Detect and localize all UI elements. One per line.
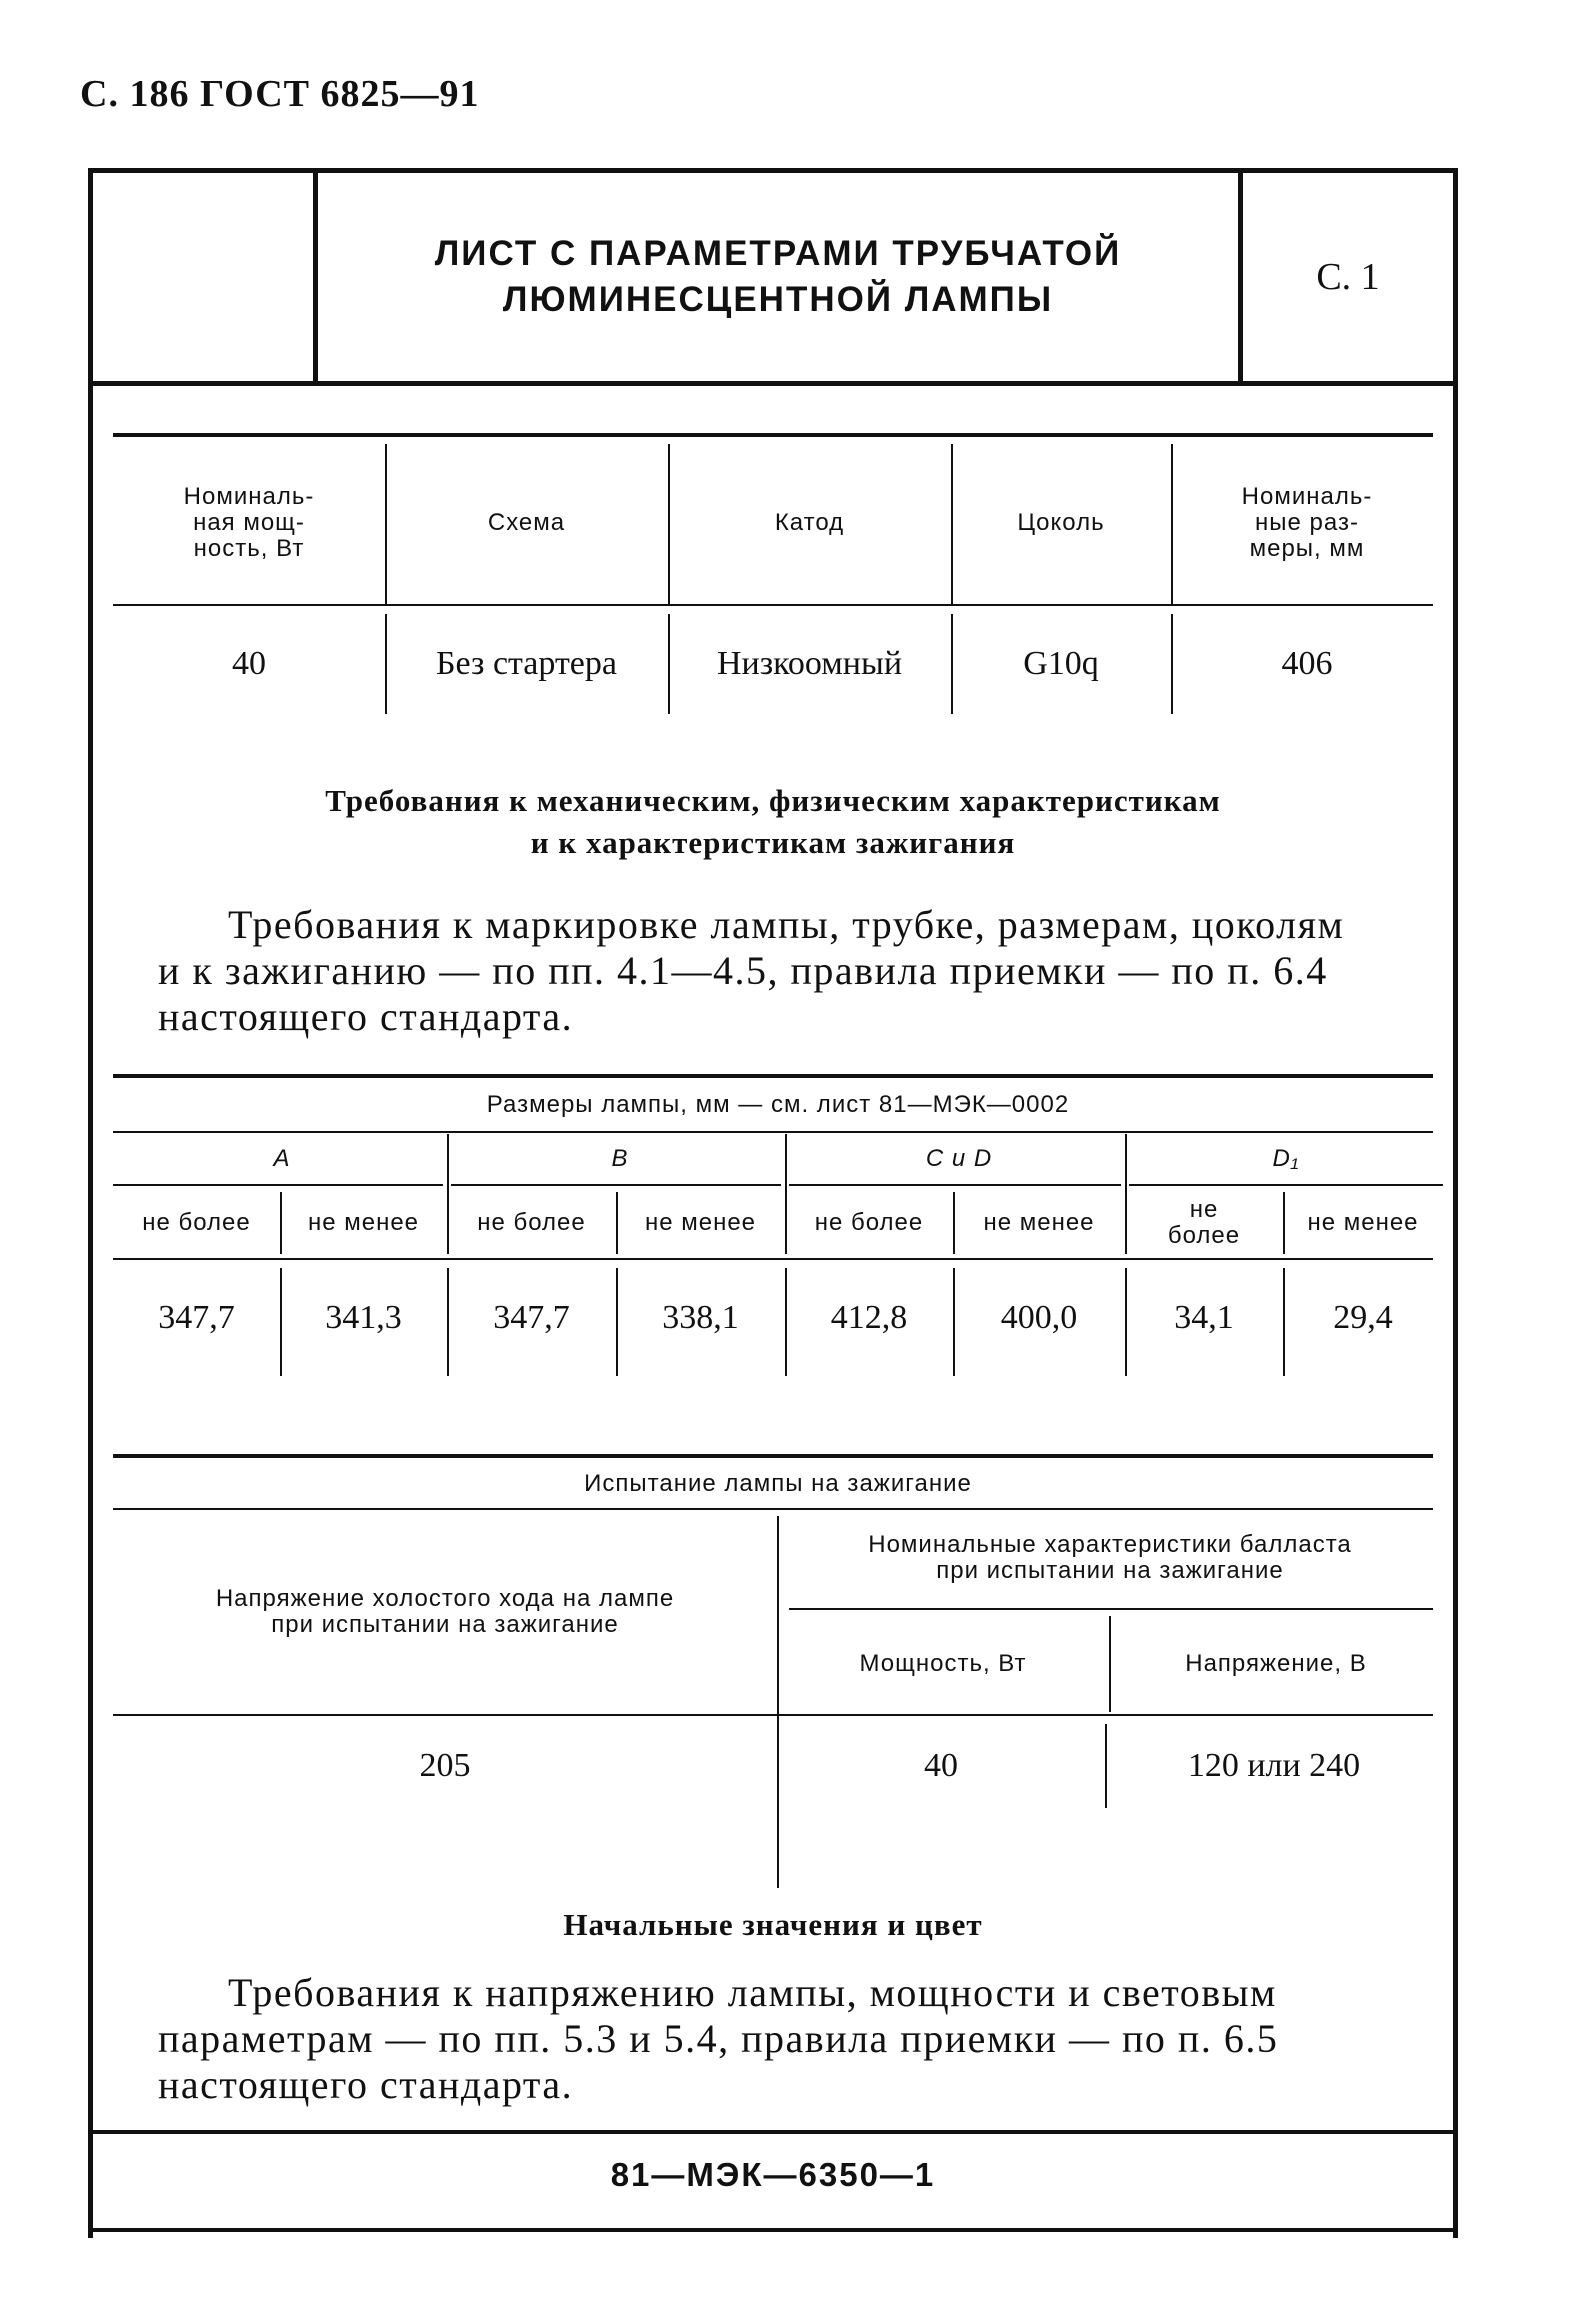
- subheader-d1-max: не более: [1167, 1196, 1241, 1249]
- sheet-title: [313, 173, 1243, 381]
- group-d1-underline: [1129, 1184, 1443, 1186]
- ballast-group-underline: [789, 1608, 1433, 1610]
- title-left-cell: [93, 173, 318, 381]
- main-table-top-rule: [113, 433, 1433, 437]
- value-ballast-power: 40: [924, 1747, 958, 1784]
- sheet-number: С. 1: [1238, 173, 1453, 381]
- group-cd-underline: [789, 1184, 1121, 1186]
- subheader-cd-max: не более: [814, 1209, 924, 1236]
- paragraph-line: параметрам — по пп. 5.3 и 5.4, правила приемки — по п. 6.5: [158, 2016, 1279, 2061]
- value-a-min: 341,3: [325, 1299, 402, 1336]
- header-scheme: Схема: [487, 509, 566, 536]
- dimensions-table-values-rule: [113, 1258, 1433, 1260]
- paragraph-line: настоящего стандарта.: [158, 2062, 574, 2107]
- page-header: С. 186 ГОСТ 6825—91: [80, 73, 480, 115]
- paragraph-line: Требования к напряжению лампы, мощности и световым: [228, 1970, 1277, 2015]
- subheader-d1-min: не менее: [1307, 1209, 1419, 1236]
- dimensions-table-rule: [113, 1131, 1433, 1133]
- group-a: A: [273, 1145, 291, 1172]
- ignition-caption: Испытание лампы на зажигание: [584, 1470, 972, 1497]
- section-heading-mechanical-line2: и к характеристикам зажигания: [530, 825, 1016, 860]
- subheader-a-min: не менее: [307, 1209, 420, 1236]
- value-cathode: Низкоомный: [716, 645, 903, 682]
- value-open-circuit-voltage: 205: [419, 1747, 471, 1784]
- footer-top-rule: [93, 2130, 1453, 2134]
- value-cd-max: 412,8: [830, 1299, 908, 1336]
- header-nominal-power: Номиналь- ная мощ- ность, Вт: [183, 483, 315, 562]
- value-b-max: 347,7: [493, 1299, 570, 1336]
- group-d1: D₁: [1272, 1145, 1300, 1172]
- section-heading-mechanical-line1: Требования к механическим, физическим характеристикам: [325, 783, 1221, 818]
- value-cap: G10q: [1023, 645, 1099, 682]
- value-a-max: 347,7: [158, 1299, 235, 1336]
- paragraph-line: Требования к маркировке лампы, трубке, размерам, цоколям: [228, 902, 1345, 947]
- value-nominal-power: 40: [232, 645, 266, 682]
- subheader-b-min: не менее: [644, 1209, 757, 1236]
- value-cd-min: 400,0: [1000, 1299, 1078, 1336]
- value-b-min: 338,1: [662, 1299, 739, 1336]
- paragraph-line: настоящего стандарта.: [158, 994, 574, 1039]
- document-frame: [88, 168, 1458, 2238]
- section-heading-mechanical: [93, 780, 1453, 864]
- header-nominal-dimensions: Номиналь- ные раз- меры, мм: [1241, 483, 1373, 562]
- dimensions-caption: Размеры лампы, мм — см. лист 81—МЭК—0002: [486, 1091, 1070, 1118]
- sheet-title-line2: ЛЮМИНЕСЦЕНТНОЙ ЛАМПЫ: [502, 280, 1054, 319]
- header-cathode: Катод: [774, 509, 845, 536]
- group-c-and-d: C и D: [925, 1145, 993, 1172]
- sheet-title-line1: ЛИСТ С ПАРАМЕТРАМИ ТРУБЧАТОЙ: [434, 234, 1122, 273]
- value-d1-max: 34,1: [1174, 1299, 1234, 1336]
- value-d1-min: 29,4: [1333, 1299, 1393, 1336]
- group-b-underline: [451, 1184, 781, 1186]
- group-b: B: [611, 1145, 629, 1172]
- subheader-a-max: не более: [142, 1209, 251, 1236]
- footer-bottom-rule: [93, 2228, 1453, 2232]
- header-open-circuit-voltage: Напряжение холостого хода на лампе при испытании на зажигание: [215, 1585, 675, 1638]
- value-nominal-dimensions: 406: [1281, 645, 1333, 682]
- value-ballast-voltage: 120 или 240: [1187, 1747, 1361, 1784]
- paragraph-mechanical-requirements: [158, 902, 1433, 1040]
- ignition-table-top-rule: [113, 1454, 1433, 1458]
- header-ballast-characteristics: Номинальные характеристики балласта при испытании на зажигание: [868, 1531, 1352, 1584]
- header-cap: Цоколь: [1017, 509, 1105, 536]
- sheet-code: 81—МЭК—6350—1: [610, 2156, 936, 2193]
- group-a-underline: [113, 1184, 443, 1186]
- main-table-mid-rule: [113, 604, 1433, 606]
- paragraph-line: и к зажиганию — по пп. 4.1—4.5, правила приемки — по п. 6.4: [158, 948, 1328, 993]
- ignition-table-rule: [113, 1508, 1433, 1510]
- title-bar: [93, 168, 1453, 386]
- subheader-cd-min: не менее: [983, 1209, 1095, 1236]
- header-ballast-power: Мощность, Вт: [859, 1650, 1027, 1677]
- value-scheme: Без стартера: [435, 645, 617, 682]
- ignition-values-rule: [113, 1714, 1433, 1716]
- paragraph-initial-values: [158, 1970, 1433, 2108]
- subheader-b-max: не более: [477, 1209, 586, 1236]
- header-ballast-voltage: Напряжение, В: [1185, 1650, 1367, 1677]
- dimensions-table-top-rule: [113, 1074, 1433, 1078]
- section-heading-initial-values: Начальные значения и цвет: [563, 1907, 983, 1942]
